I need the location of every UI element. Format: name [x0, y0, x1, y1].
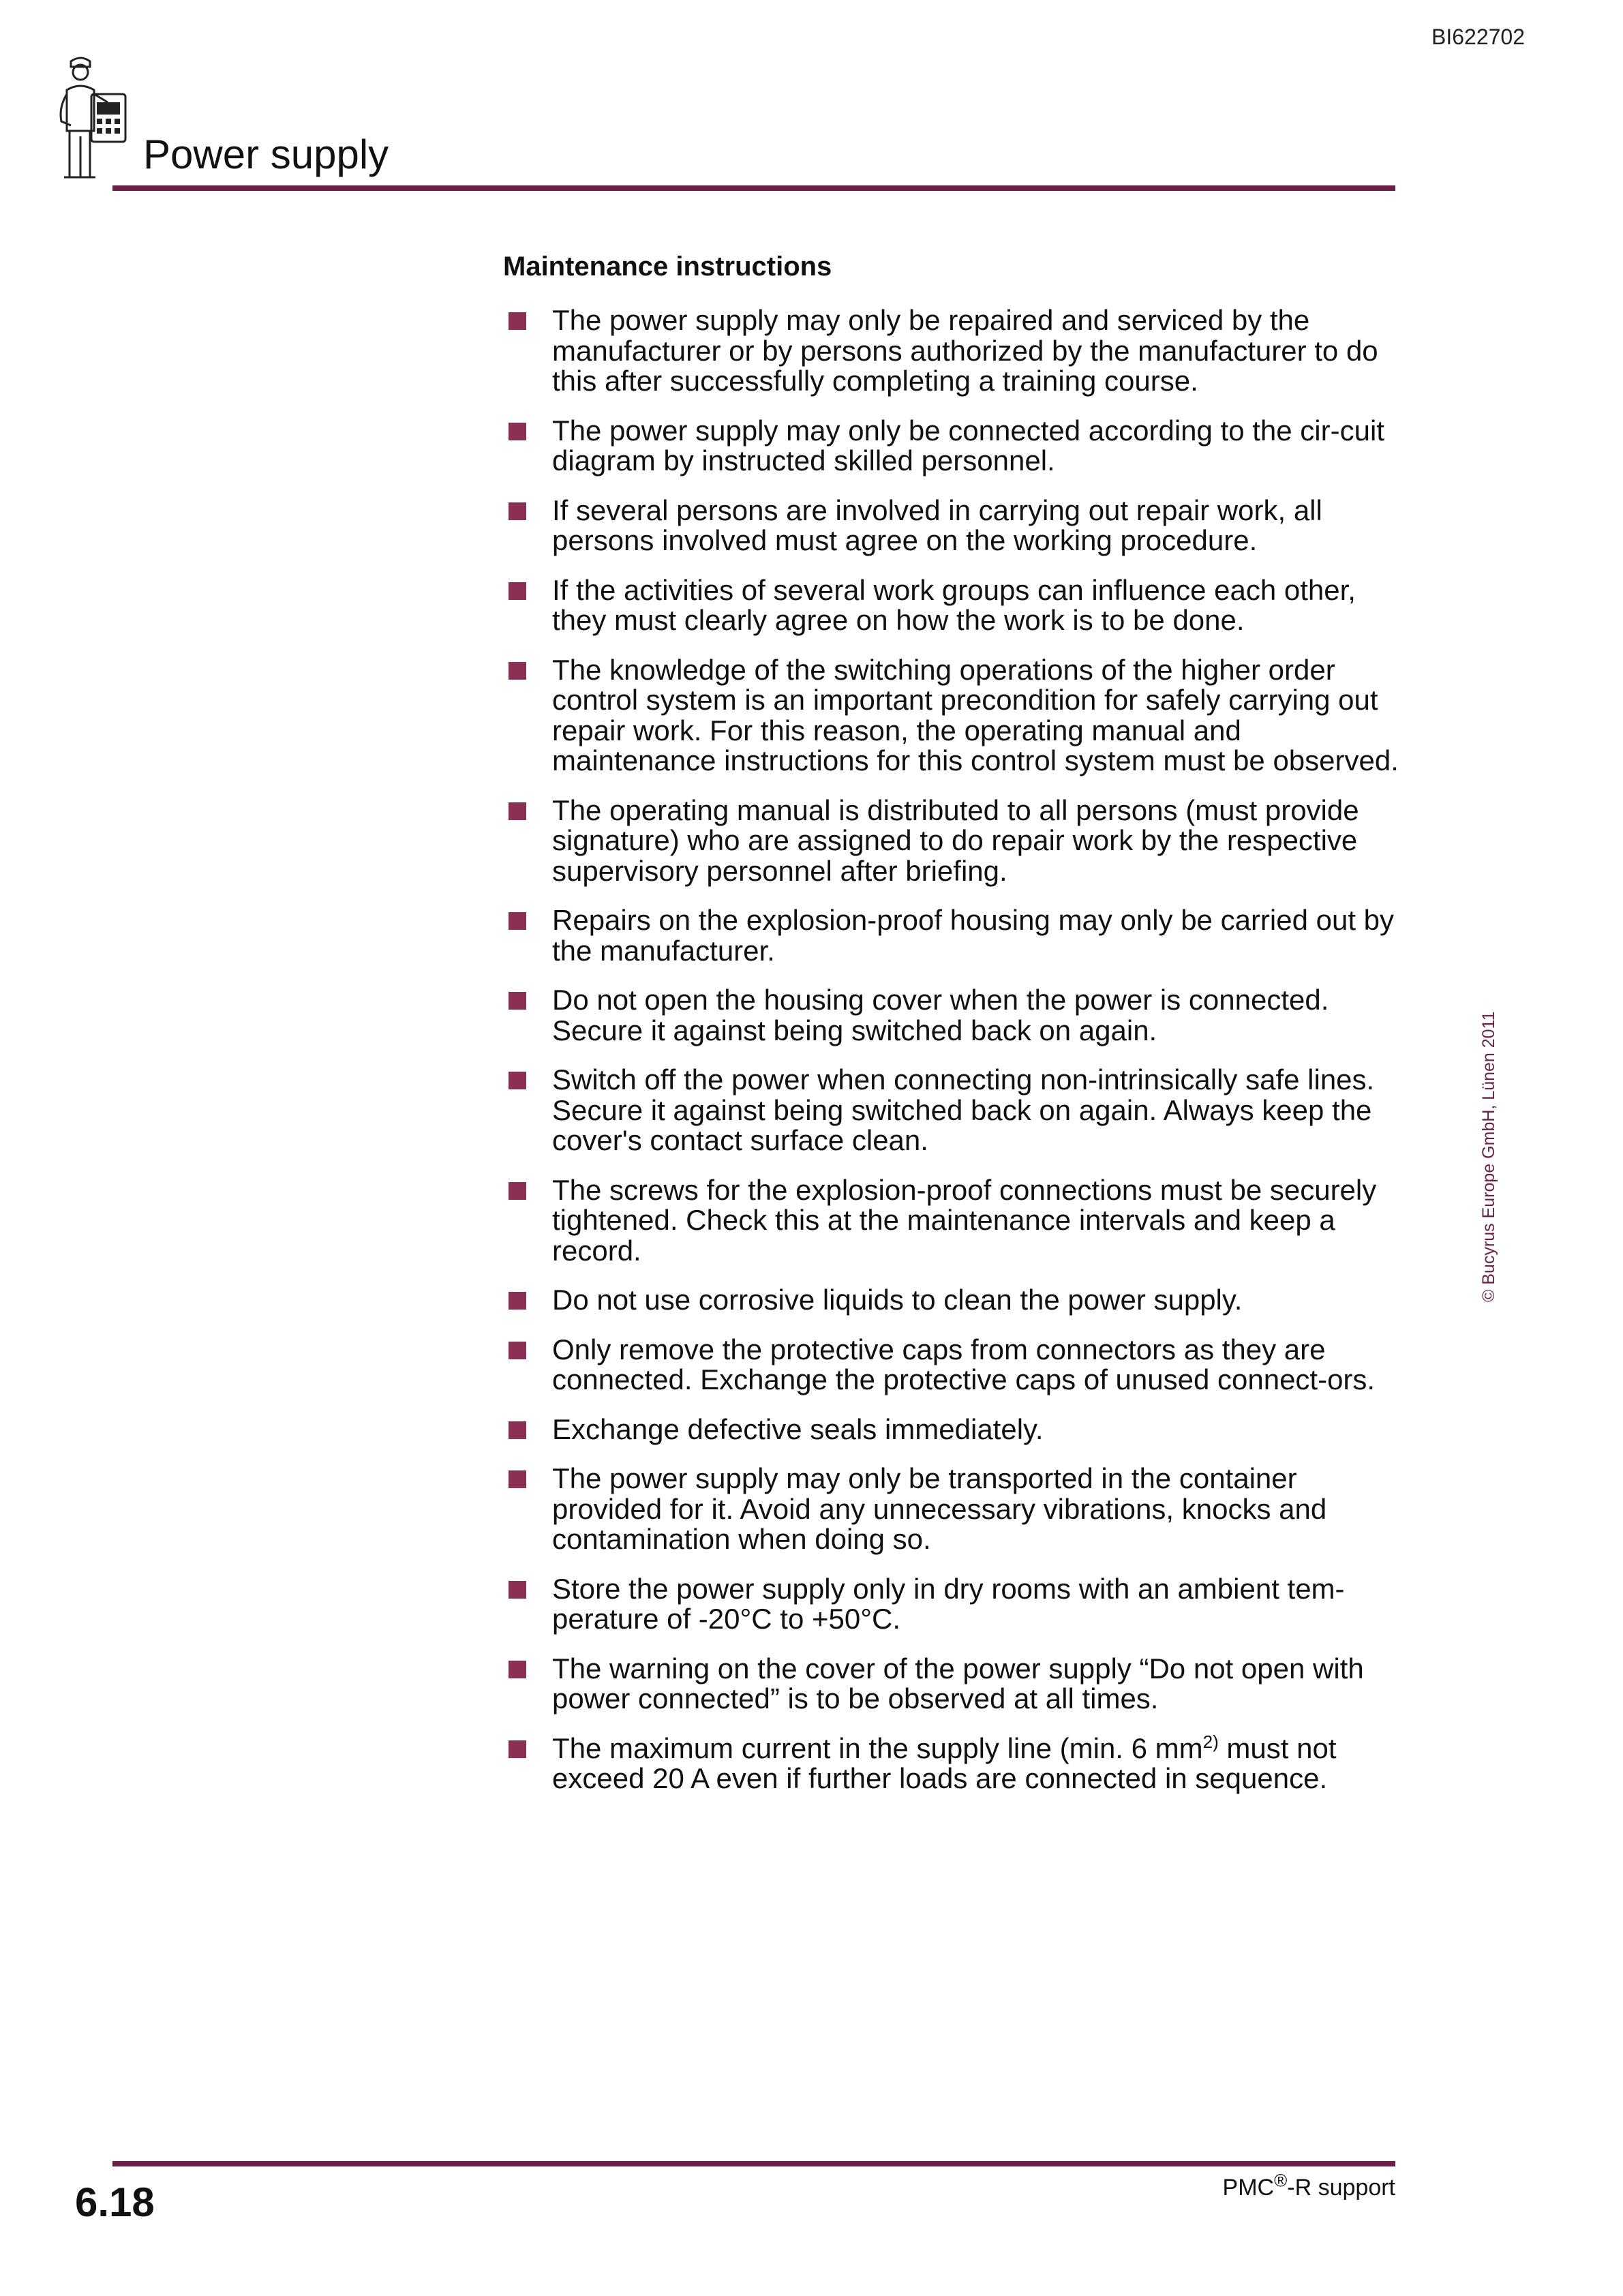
list-item: The power supply may only be connected according to the cir-cuit diagram by instructed skilled personnel. — [503, 416, 1403, 477]
instruction-list — [503, 305, 1403, 1794]
square-bullet-icon — [509, 1470, 526, 1488]
list-item: The maximum current in the supply line (min. 6 $mm^{2)}$ must not exceed 20 A even if further loads are connected in sequence. — [503, 1734, 1403, 1794]
list-item: The knowledge of the switching operations of the higher order control system is an important precondition for safely carrying out repair work. For this reason, the operating manual and maintenance instructions for this control system must be observed. — [503, 655, 1403, 776]
list-item: Do not use corrosive liquids to clean the power supply. — [503, 1285, 1403, 1316]
maintenance-section — [503, 248, 1403, 1813]
copyright-note: © Bucyrus Europe GmbH, Lünen 2011 — [1479, 1011, 1498, 1302]
list-item: The power supply may only be transported in the container provided for it. Avoid any unnecessary vibrations, knocks and contamination when doing so. — [503, 1464, 1403, 1555]
square-bullet-icon — [509, 1740, 526, 1758]
list-item: Exchange defective seals immediately. — [503, 1415, 1403, 1445]
list-item: The screws for the explosion-proof connections must be securely tightened. Check this at the maintenance intervals and keep a record. — [503, 1175, 1403, 1267]
square-bullet-icon — [509, 1581, 526, 1599]
footer-rule — [112, 2161, 1395, 2166]
list-item: Only remove the protective caps from connectors as they are connected. Exchange the protective caps of unused connect-ors. — [503, 1335, 1403, 1395]
header-rule — [112, 185, 1395, 191]
page-title: Power supply — [143, 132, 389, 177]
section-heading: Maintenance instructions — [503, 252, 832, 282]
list-item: Store the power supply only in dry rooms with an ambient tem-perature of -20°C to +50°C. — [503, 1574, 1403, 1635]
list-item: Do not open the housing cover when the power is connected. Secure it against being switched back on again. — [503, 985, 1403, 1046]
list-item: Repairs on the explosion-proof housing may only be carried out by the manufacturer. — [503, 905, 1403, 966]
square-bullet-icon — [509, 802, 526, 820]
list-item: The operating manual is distributed to all persons (must provide signature) who are assigned to do repair work by the respective supervisory personnel after briefing. — [503, 796, 1403, 887]
page-number: 6.18 — [75, 2179, 155, 2225]
square-bullet-icon — [509, 582, 526, 600]
square-bullet-icon — [509, 1342, 526, 1359]
square-bullet-icon — [509, 1661, 526, 1678]
square-bullet-icon — [509, 1421, 526, 1439]
list-item: The warning on the cover of the power supply “Do not open with power connected” is to be observed at all times. — [503, 1654, 1403, 1715]
product-name: PMC®-R support — [1222, 2170, 1395, 2201]
square-bullet-icon — [509, 912, 526, 930]
square-bullet-icon — [509, 312, 526, 330]
square-bullet-icon — [509, 502, 526, 520]
technician-with-device-icon — [50, 52, 132, 181]
list-item: If the activities of several work groups can influence each other, they must clearly agree on how the work is to be done. — [503, 575, 1403, 636]
square-bullet-icon — [509, 662, 526, 680]
list-item: The power supply may only be repaired and serviced by the manufacturer or by persons authorized by the manufacturer to do this after successfully completing a training course. — [503, 305, 1403, 397]
list-item: If several persons are involved in carrying out repair work, all persons involved must agree on the working procedure. — [503, 496, 1403, 556]
document-id: BI622702 — [1431, 25, 1526, 49]
list-item: Switch off the power when connecting non-intrinsically safe lines. Secure it against being switched back on again. Always keep the cover's contact surface clean. — [503, 1065, 1403, 1156]
square-bullet-icon — [509, 1292, 526, 1310]
square-bullet-icon — [509, 423, 526, 440]
square-bullet-icon — [509, 1072, 526, 1089]
square-bullet-icon — [509, 992, 526, 1010]
square-bullet-icon — [509, 1182, 526, 1200]
